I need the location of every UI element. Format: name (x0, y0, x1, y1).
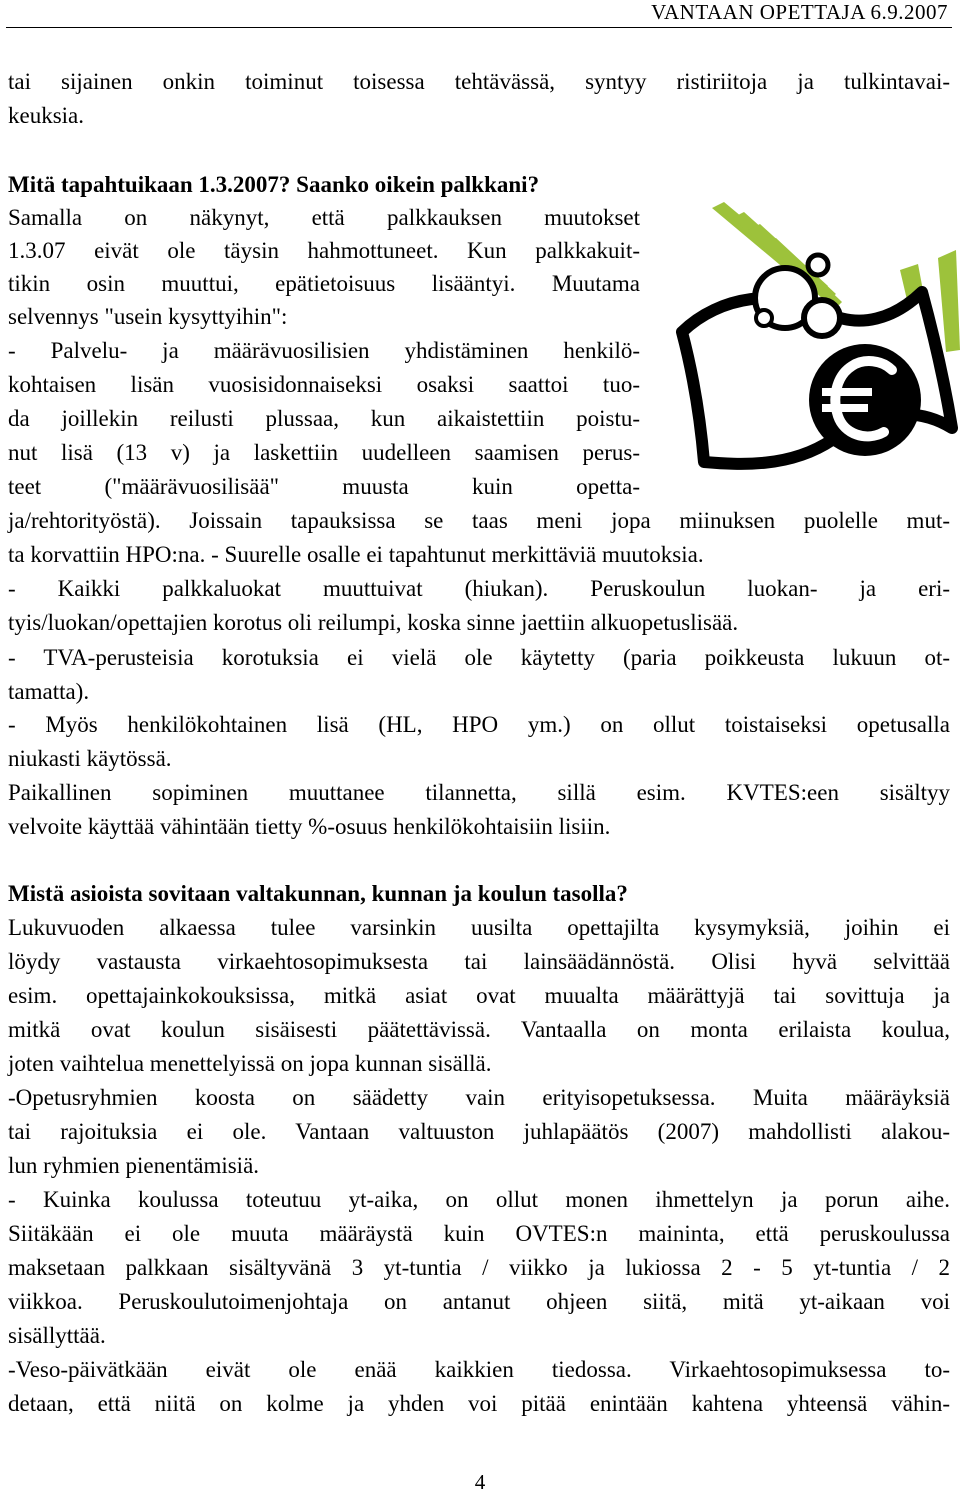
text-line: ja/rehtorityöstä). Joissain tapauksissa se taas meni jopa miinuksen puolelle mut- (8, 508, 950, 533)
text-line: tikin osin muuttui, epätietoisuus lisääntyi. Muutama (8, 271, 640, 296)
text-line: nut lisä (13 v) ja laskettiin uudelleen saamisen perus- (8, 440, 640, 465)
text-line: detaan, että niitä on kolme ja yhden voi pitää enintään kahtena yhteensä vähin- (8, 1391, 950, 1416)
text-line: velvoite käyttää vähintään tietty %-osuus henkilökohtaisiin lisiin. (8, 814, 611, 839)
text-line: Samalla on näkynyt, että palkkauksen muutokset (8, 205, 640, 230)
text-line: Siitäkään ei ole muuta määräystä kuin OVTES:n maininta, että peruskoulussa (8, 1221, 950, 1246)
text-line: sisällyttää. (8, 1323, 106, 1348)
text-line: tyis/luokan/opettajien korotus oli reilumpi, koska sinne jaettiin alkuopetuslisää. (8, 610, 739, 635)
coin-bubble (756, 310, 772, 326)
running-header: VANTAAN OPETTAJA 6.9.2007 (651, 0, 948, 24)
text-line: Lukuvuoden alkaessa tulee varsinkin uusilta opettajilta kysymyksiä, joihin ei (8, 915, 950, 940)
text-line: Paikallinen sopiminen muuttanee tilannetta, sillä esim. KVTES:een sisältyy (8, 780, 950, 805)
text-line: esim. opettajainkokouksissa, mitkä asiat ovat muualta määrättyjä tai sovittuja ja (8, 983, 950, 1008)
text-line: niukasti käytössä. (8, 746, 172, 771)
euro-money-icon (660, 200, 960, 485)
text-line: - Kuinka koulussa toteutuu yt-aika, on ollut monen ihmettelyn ja porun aihe. (8, 1187, 950, 1212)
text-line: tai rajoituksia ei ole. Vantaan valtuuston juhlapäätös (2007) mahdollisti alakou- (8, 1119, 950, 1144)
text-line: joten vaihtelua menettelyissä on jopa kunnan sisällä. (8, 1051, 492, 1076)
text-line: tai sijainen onkin toiminut toisessa tehtävässä, syntyy ristiriitoja ja tulkintavai- (8, 69, 950, 94)
text-line: -Veso-päivätkään eivät ole enää kaikkien tiedossa. Virkaehtosopimuksessa to- (8, 1357, 950, 1382)
section-heading: Mitä tapahtuikaan 1.3.2007? Saanko oikein palkkani? (8, 172, 540, 197)
coin-bubble (804, 300, 840, 336)
text-line: kohtaisen lisän vuosisidonnaiseksi osaksi saattoi tuo- (8, 372, 640, 397)
text-line: ta korvattiin HPO:na. - Suurelle osalle ei tapahtunut merkittäviä muutoksia. (8, 542, 704, 567)
text-line: teet ("määrävuosilisää" muusta kuin opetta- (8, 474, 640, 499)
text-line: lun ryhmien pienentämisiä. (8, 1153, 260, 1178)
text-line: - Myös henkilökohtainen lisä (HL, HPO ym.) on ollut toistaiseksi opetusalla (8, 712, 950, 737)
text-line: mitkä ovat koulun sisäisesti päätettävissä. Vantaalla on monta erilaista koulua, (8, 1017, 950, 1042)
text-line: selvennys "usein kysyttyihin": (8, 304, 288, 329)
text-line: tamatta). (8, 679, 90, 704)
page-number: 4 (474, 1470, 486, 1494)
text-line: 1.3.07 eivät ole täysin hahmottuneet. Kun palkkakuit- (8, 238, 640, 263)
section-heading: Mistä asioista sovitaan valtakunnan, kunnan ja koulun tasolla? (8, 881, 628, 906)
text-line: keuksia. (8, 103, 85, 128)
text-line: da joillekin reilusti plussaa, kun aikaistettiin poistu- (8, 406, 640, 431)
text-line: - Kaikki palkkaluokat muuttuivat (hiukan). Peruskoulun luokan- ja eri- (8, 576, 950, 601)
coin-bubble (808, 255, 828, 275)
text-line: - Palvelu- ja määrävuosilisien yhdistäminen henkilö- (8, 338, 640, 363)
text-line: maksetaan palkkaan sisältyvänä 3 yt-tuntia / viikko ja lukiossa 2 - 5 yt-tuntia / 2 (8, 1255, 950, 1280)
text-line: viikkoa. Peruskoulutoimenjohtaja on antanut ohjeen siitä, mitä yt-aikaan voi (8, 1289, 950, 1314)
text-line: löydy vastausta virkaehtosopimuksesta tai lainsäädännöstä. Olisi hyvä selvittää (8, 949, 950, 974)
header-rule (6, 27, 952, 28)
text-line: -Opetusryhmien koosta on säädetty vain erityisopetuksessa. Muita määräyksiä (8, 1085, 950, 1110)
text-line: - TVA-perusteisia korotuksia ei vielä ole käytetty (paria poikkeusta lukuun ot- (8, 645, 950, 670)
